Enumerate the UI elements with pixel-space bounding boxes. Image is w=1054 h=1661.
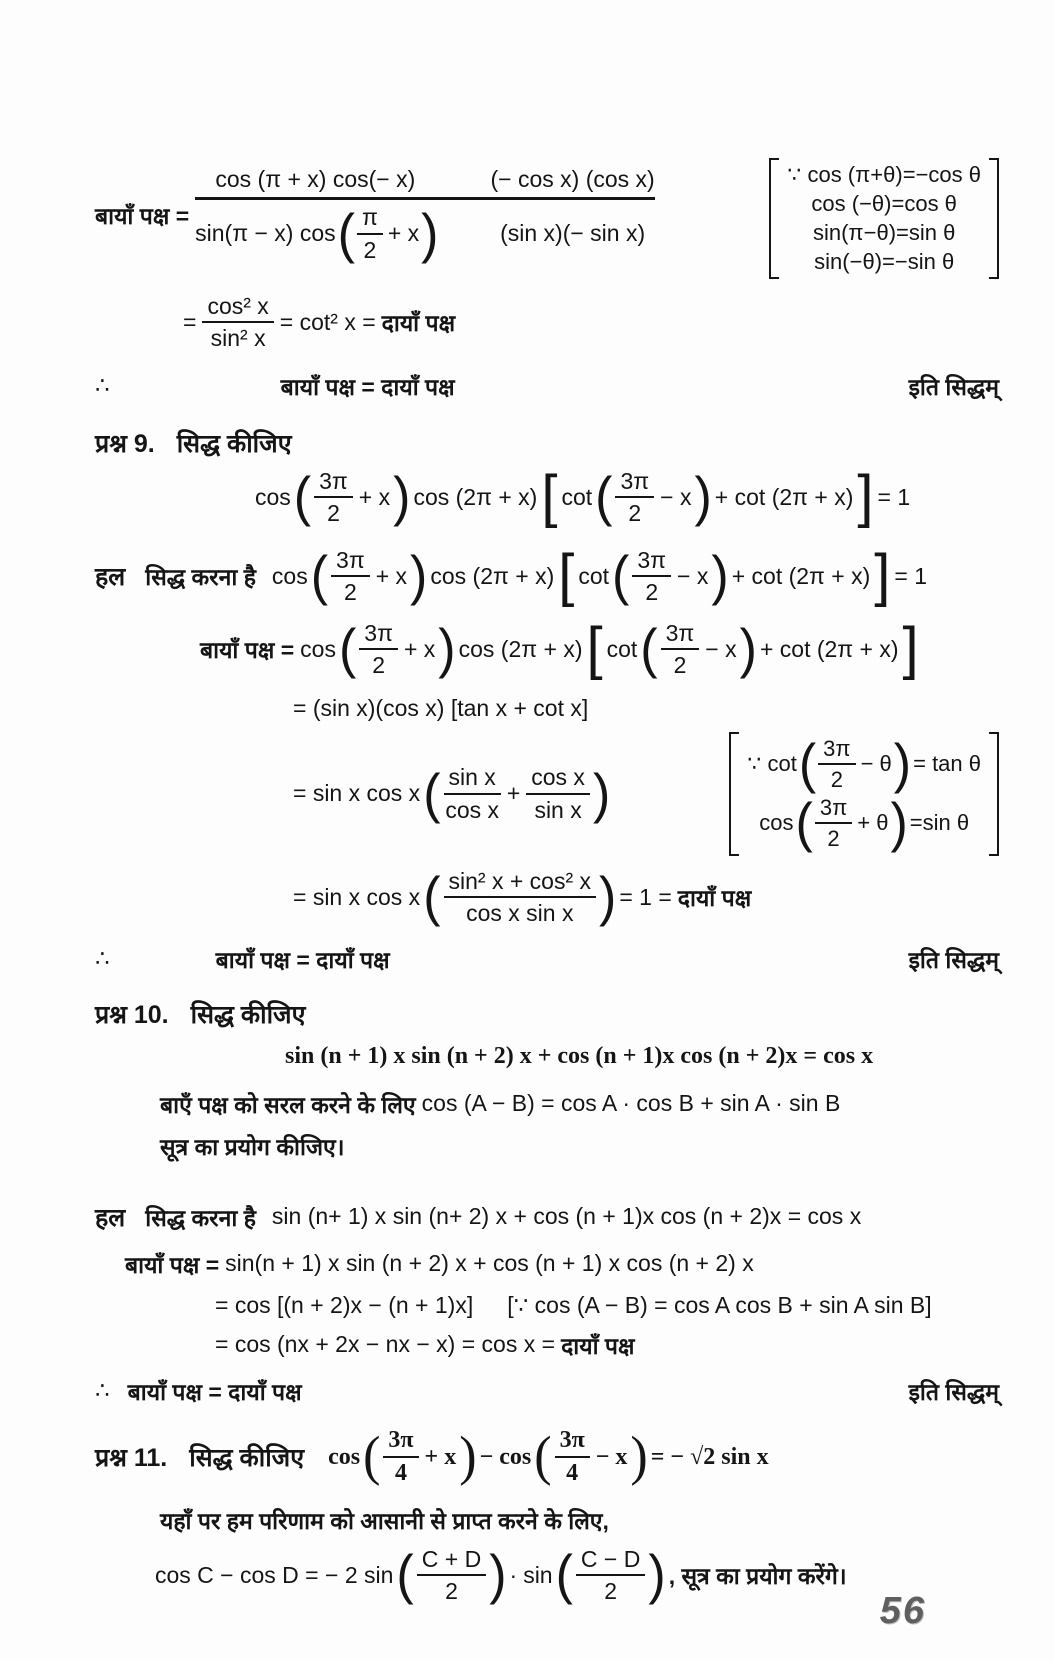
identity-line: ∵ cos (π+θ)=−cos θ <box>787 162 981 187</box>
close-paren: ) <box>421 203 439 264</box>
close-paren: ) <box>890 792 908 854</box>
threepi-over-2 <box>818 736 855 793</box>
frac-num: 3π <box>632 547 671 577</box>
frac-den: 2 <box>327 500 340 527</box>
open-bracket: [ <box>586 616 603 682</box>
open-paren: ( <box>423 763 441 825</box>
frac-num: 3π <box>615 468 654 498</box>
dot-operator: · <box>509 1561 518 1588</box>
identity-note-bracket <box>769 158 999 279</box>
cos-2pi-x: cos (2π + x) <box>458 635 583 662</box>
note-pre: ∵ cot <box>747 750 797 776</box>
step3-pre: = sin x cos x <box>293 883 421 910</box>
threepi-over-2 <box>359 620 398 679</box>
close-paren: ) <box>489 1544 507 1606</box>
question11-equation <box>328 1427 769 1488</box>
open-bracket: [ <box>558 543 575 609</box>
step1-note: [∵ cos (A − B) = cos A cos B + sin A sin B] <box>507 1291 932 1318</box>
rhs-label: दायाँ पक्ष <box>561 1332 635 1359</box>
threepi-over-2 <box>632 547 671 606</box>
question9-step2-row <box>95 732 999 856</box>
lhs-label: बायाँ पक्ष = <box>200 637 295 664</box>
close-paren: ) <box>459 1426 477 1487</box>
cos-token: cos <box>255 483 291 510</box>
cos2-over-sin2 <box>202 293 273 352</box>
proof8-conclusion <box>95 370 999 402</box>
frac-num: 3π <box>383 1427 418 1459</box>
question10-step1 <box>215 1292 999 1319</box>
close-paren: ) <box>410 545 428 607</box>
question10-lhs-line <box>125 1248 999 1280</box>
open-paren: ( <box>612 545 630 607</box>
question10-hint <box>160 1088 999 1120</box>
threepi-over-4 <box>383 1427 418 1488</box>
question9-step2 <box>293 763 611 825</box>
question9-conclusion <box>95 943 999 975</box>
frac-num: 3π <box>818 736 855 765</box>
double-fraction <box>195 166 655 263</box>
qed-label: इति सिद्धम् <box>908 946 999 973</box>
frac-den: 2 <box>830 766 843 792</box>
fraction1-numerator: cos (π + x) cos(− x) <box>215 166 416 193</box>
close-bracket: ] <box>902 616 919 682</box>
equals-1: = 1 <box>894 562 928 589</box>
question9-number: प्रश्न 9. <box>95 429 155 458</box>
fraction1-denominator <box>195 203 439 264</box>
close-bracket: ] <box>857 464 874 530</box>
lhs-label: बायाँ पक्ष = <box>125 1251 220 1278</box>
solution-label: हल <box>95 1203 126 1232</box>
frac-den: 2 <box>604 1578 618 1605</box>
question9-statement <box>255 464 999 530</box>
frac-den: 2 <box>673 652 687 679</box>
therefore-symbol: ∴ <box>95 945 110 972</box>
lhs-label: बायाँ पक्ष = <box>95 202 190 229</box>
frac-den: cos x sin x <box>466 900 574 927</box>
plus-x: + x <box>403 635 436 662</box>
note-pre: cos <box>759 810 794 836</box>
close-paren: ) <box>711 545 729 607</box>
sin2-den: sin² x <box>210 325 266 352</box>
frac-num: 3π <box>314 468 353 498</box>
close-paren: ) <box>592 763 611 825</box>
hint-post: सूत्र का प्रयोग कीजिए। <box>160 1133 345 1160</box>
question9-step3 <box>293 868 999 927</box>
qed-label: इति सिद्धम् <box>908 373 999 400</box>
minus-cos: − cos <box>479 1443 532 1470</box>
question10-solution-line <box>95 1200 999 1234</box>
question9-solution-line <box>95 543 999 609</box>
open-paren: ( <box>396 1544 414 1606</box>
plus-x: + x <box>375 562 408 589</box>
open-paren: ( <box>798 733 817 795</box>
c-minus-d-over-2 <box>576 1546 645 1605</box>
cot-token: cot <box>561 483 593 510</box>
frac-num: 3π <box>661 620 700 650</box>
open-paren: ( <box>534 1426 552 1487</box>
note-post: =sin θ <box>909 810 970 836</box>
lhs-equation: sin(n + 1) x sin (n + 2) x + cos (n + 1) x cos (n + 2) x <box>225 1250 754 1277</box>
therefore-symbol: ∴ <box>95 372 110 399</box>
lhs-equals-rhs: बायाँ पक्ष = दायाँ पक्ष <box>127 1378 302 1405</box>
minus-x: − x <box>595 1443 628 1470</box>
equals-root2-sinx: = − √2 sin x <box>650 1443 769 1470</box>
frac-den: 4 <box>566 1460 579 1487</box>
to-prove-label: सिद्ध करना है <box>145 564 256 591</box>
threepi-over-2 <box>815 795 852 852</box>
open-paren: ( <box>363 1426 381 1487</box>
therefore-symbol: ∴ <box>95 1377 110 1404</box>
question10-heading <box>95 997 999 1031</box>
open-paren: ( <box>423 866 441 928</box>
bracket-right <box>989 158 999 279</box>
proof8-main-row <box>95 150 999 279</box>
note-post: = tan θ <box>913 750 981 776</box>
question11-heading <box>95 1440 304 1474</box>
identity-line <box>759 792 970 854</box>
frac-den: sin x <box>534 796 582 823</box>
statement-text: sin (n + 1) x sin (n + 2) x + cos (n + 1)x cos (n + 2)x = cos x <box>285 1042 874 1069</box>
den1-text: sin(π − x) cos <box>195 220 336 246</box>
frac-num: 3π <box>815 795 852 824</box>
threepi-over-2 <box>331 547 370 606</box>
close-bracket: ] <box>874 543 891 609</box>
hint-formula: cos (A − B) = cos A · cos B + sin A · sin B <box>421 1090 841 1117</box>
solution-label: हल <box>95 563 126 592</box>
close-paren: ) <box>438 618 456 680</box>
open-paren: ( <box>795 792 813 854</box>
sin-token: sin <box>523 1561 553 1588</box>
plus-cot-2pi-x: + cot (2π + x) <box>714 483 854 510</box>
minus-x: − x <box>660 483 692 510</box>
cos-token: cos <box>328 1443 361 1470</box>
close-paren: ) <box>630 1426 648 1487</box>
plus-cot-2pi-x: + cot (2π + x) <box>731 562 871 589</box>
identity-line: sin(π−θ)=sin θ <box>812 220 956 245</box>
bracket-right <box>989 732 999 856</box>
pi-num: π <box>357 204 383 234</box>
frac-num: sin x <box>444 764 501 794</box>
fraction-bar <box>195 197 655 200</box>
identity-line <box>747 733 981 795</box>
sin2-plus-cos2-over-cossin <box>444 868 597 927</box>
cot2-text: = cot² x = <box>279 308 376 335</box>
question11-prove-label: सिद्ध कीजिए <box>189 1444 305 1473</box>
pi-den: 2 <box>363 236 377 263</box>
frac-num: 3π <box>359 620 398 650</box>
plus-cot-2pi-x: + cot (2π + x) <box>759 635 899 662</box>
question10-step2 <box>215 1329 999 1361</box>
question11-formula <box>155 1546 999 1605</box>
close-paren: ) <box>694 466 712 528</box>
pi-over-2 <box>357 204 383 263</box>
frac-den: 2 <box>628 500 642 527</box>
identity-line: sin(−θ)=−sin θ <box>814 249 955 274</box>
fraction2-numerator: (− cos x) (cos x) <box>490 166 655 193</box>
proof8-step2 <box>183 293 999 352</box>
question9-lhs-line <box>200 616 999 682</box>
step1-text: = cos [(n + 2)x − (n + 1)x] <box>215 1291 474 1318</box>
rhs-label: दायाँ पक्ष <box>381 310 456 337</box>
lhs-equals-rhs: बायाँ पक्ष = दायाँ पक्ष <box>280 373 455 400</box>
hint-pre: बाएँ पक्ष को सरल करने के लिए <box>160 1091 416 1118</box>
sinx-over-cosx <box>444 764 501 823</box>
question10-statement <box>285 1043 999 1070</box>
close-paren: ) <box>893 733 912 795</box>
frac-den: 4 <box>394 1460 407 1487</box>
close-paren: ) <box>648 1544 666 1606</box>
frac-num: C − D <box>576 1546 645 1576</box>
identity-line: cos (−θ)=cos θ <box>811 191 957 216</box>
cosx-over-sinx <box>526 764 590 823</box>
frac-den: 2 <box>343 579 357 606</box>
cot-identity-lines <box>739 732 989 856</box>
cos2-num: cos² x <box>202 293 273 323</box>
proof8-lhs-equation <box>95 166 655 263</box>
plus-sign: + <box>506 780 521 807</box>
frac-num: 3π <box>555 1427 590 1459</box>
bracket-left <box>729 732 739 856</box>
question10-prove-label: सिद्ध कीजिए <box>190 1000 306 1029</box>
open-paren: ( <box>293 466 312 528</box>
cos-token: cos <box>271 562 308 589</box>
page-number: 56 <box>879 1590 926 1632</box>
minus-x: − x <box>705 635 737 662</box>
lhs-equals-rhs: बायाँ पक्ष = दायाँ पक्ष <box>215 946 390 973</box>
to-prove-label: सिद्ध करना है <box>145 1204 256 1231</box>
bracket-left <box>769 158 779 279</box>
note-mid: − θ <box>860 750 892 776</box>
frac-num: cos x <box>526 764 590 794</box>
question10-number: प्रश्न 10. <box>95 1000 169 1029</box>
frac-num: sin² x + cos² x <box>444 868 597 898</box>
step2-pre: = sin x cos x <box>293 780 421 807</box>
question9-heading <box>95 426 999 460</box>
frac-den: 2 <box>372 652 386 679</box>
frac-den: 2 <box>445 1578 458 1605</box>
question10-hint2 <box>160 1130 999 1162</box>
plus-x: + x <box>424 1443 457 1470</box>
hint-text: यहाँ पर हम परिणाम को आसानी से प्राप्त करने के लिए, <box>160 1507 609 1534</box>
frac-den: cos x <box>445 796 499 823</box>
frac-num: 3π <box>331 547 370 577</box>
question11-number: प्रश्न 11. <box>95 1444 168 1473</box>
close-paren: ) <box>393 466 411 528</box>
step1-text: = (sin x)(cos x) [tan x + cot x] <box>293 694 589 721</box>
frac-den: 2 <box>645 579 659 606</box>
cot-token: cot <box>578 562 610 589</box>
question11-hint <box>160 1504 999 1536</box>
equals-sign: = <box>183 308 197 335</box>
step3-post: = 1 = <box>619 883 672 910</box>
plus-x: + x <box>358 483 391 510</box>
open-paren: ( <box>310 545 329 607</box>
threepi-over-2 <box>615 468 654 527</box>
formula-pre: cos C − cos D = − 2 sin <box>155 1561 394 1588</box>
prove-equation: sin (n+ 1) x sin (n+ 2) x + cos (n + 1)x cos (n + 2)x = cos x <box>271 1203 862 1230</box>
identity-note-lines <box>779 158 989 279</box>
close-paren: ) <box>739 618 757 680</box>
open-paren: ( <box>595 466 613 528</box>
cos-2pi-x: cos (2π + x) <box>430 562 555 589</box>
question9-step1 <box>293 695 999 722</box>
note-mid: + θ <box>857 810 889 836</box>
cos-2pi-x: cos (2π + x) <box>413 483 538 510</box>
threepi-over-4 <box>555 1427 590 1488</box>
den1-tail: + x <box>387 220 420 246</box>
question11-heading-row <box>95 1427 999 1488</box>
cot-token: cot <box>606 635 638 662</box>
cot-identity-note <box>729 732 999 856</box>
cos-token: cos <box>300 635 336 662</box>
fraction2-denominator: (sin x)(− sin x) <box>500 220 646 246</box>
open-paren: ( <box>640 618 658 680</box>
formula-post: , सूत्र का प्रयोग करेंगे। <box>668 1563 847 1590</box>
equals-1: = 1 <box>877 483 911 510</box>
qed-label: इति सिद्धम् <box>908 1378 999 1405</box>
open-bracket: [ <box>541 464 558 530</box>
open-paren: ( <box>337 203 355 264</box>
frac-den: 2 <box>827 826 840 852</box>
question9-prove-label: सिद्ध कीजिए <box>176 429 292 458</box>
c-plus-d-over-2 <box>417 1546 486 1605</box>
open-paren: ( <box>555 1544 573 1606</box>
close-paren: ) <box>599 866 617 928</box>
threepi-over-2 <box>661 620 700 679</box>
threepi-over-2 <box>314 468 353 527</box>
minus-x: − x <box>677 562 709 589</box>
frac-num: C + D <box>417 1546 486 1576</box>
open-paren: ( <box>338 618 357 680</box>
step2-text: = cos (nx + 2x − nx − x) = cos x = <box>215 1331 556 1358</box>
question10-conclusion <box>95 1375 999 1407</box>
rhs-label: दायाँ पक्ष <box>677 885 752 912</box>
